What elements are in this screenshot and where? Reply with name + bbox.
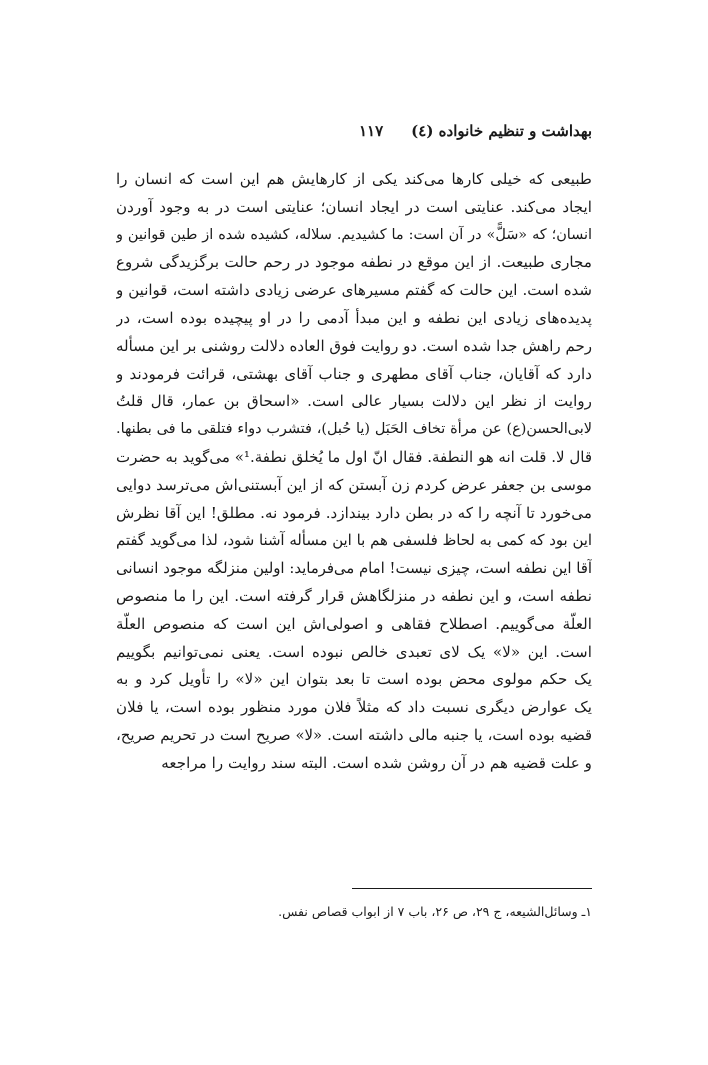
footnote-divider [352, 888, 592, 889]
text-line: یک عوارض دیگری نسبت داد که مثلاً فلان مورد منظور بوده است، یا فلان [116, 698, 592, 717]
text-line: لابی‌الحسن(ع) عن مرأة تخاف الحَبَل (یا حُبل)، فتشرب دواء فتلقی ما فی بطنها. [116, 421, 592, 438]
running-header-title: بهداشت و تنظیم خانواده (٤) [411, 122, 592, 140]
text-line: نطفه است، و این نطفه در منزلگاهش قرار گرفته است. این را ما منصوص [116, 586, 592, 605]
text-line: قال لا. قلت انه هو النطفة. فقال انّ اول ما یُخلق نطفة.¹» می‌گوید به حضرت [116, 447, 592, 466]
text-line: شده است. این حالت که گفتم مسیرهای عرضی زیادی داشته است، قوانین و [116, 281, 592, 300]
text-line: العلّة می‌گوییم. اصطلاح فقاهی و اصولی‌اش این است که منصوص العلّة [116, 614, 592, 633]
text-line: این بود که کمی به لحاظ فلسفی هم با این مسأله آشنا شود، لذا می‌گوید گفتم [116, 532, 592, 550]
text-line: قضیه بوده است، یا جنبه مالی داشته است. «لا» صریح است در تحریم صریح، [116, 726, 592, 744]
text-line: و علت قضیه هم در آن روشن شده است. البته سند روایت را مراجعه [161, 753, 592, 772]
body-text [116, 166, 592, 778]
text-line: مجاری طبیعت. از این موقع در نطفه موجود در رحم حالت برگزیدگی شروع [116, 253, 592, 272]
text-line: طبیعی که خیلی کارها می‌کند یکی از کارهایش هم این است که انسان را [116, 170, 592, 188]
text-line: پدیده‌های زیادی این نطفه و این مبدأ آدمی را در او پیچیده بوده است، در [116, 308, 592, 327]
text-line: آقا این نطفه است، چیزی نیست! امام می‌فرماید: اولین منزلگه موجود انسانی [116, 560, 592, 578]
text-line: رحم راهش جدا شده است. دو روایت فوق العاده دلالت روشنی بر این مسأله [116, 336, 592, 355]
footnote: ۱ـ وسائل‌الشیعه، ج ۲۹، ص ۲۶، باب ۷ از ابواب قصاص نفس. [278, 904, 592, 919]
text-line: است. این «لا» یک لای تعبدی خالص نبوده است. یعنی نمی‌توانیم بگوییم [116, 642, 592, 661]
text-line: انسان؛ که «سَلًّ» در آن است: ما کشیدیم. سلاله، کشیده شده از طین قوانین و [116, 226, 592, 243]
text-line: روایت از نظر این دلالت بسیار عالی است. «اسحاق بن عمار، قال قلتُ [116, 392, 592, 411]
text-line: یک حکم مولوی محض بوده است تا بعد بتوان این «لا» را تأویل کرد و به [116, 670, 592, 689]
text-line: دارد که آقایان، جناب آقای مطهری و جناب آقای بهشتی، قرائت فرمودند و [116, 364, 592, 383]
text-line: ایجاد می‌کند. عنایتی است در ایجاد انسان؛ عنایتی است در به وجود آوردن [116, 197, 592, 216]
page-number: ۱۱۷ [359, 122, 384, 140]
text-line: موسی بن جعفر عرض کردم زن آبستن که از این آبستنی‌اش می‌ترسد دوایی [116, 475, 592, 494]
running-header [116, 118, 592, 144]
text-line: می‌خورد تا آنچه را که در بطن دارد بیندازد. فرمود نه. مطلق! این آقا نظرش [116, 503, 592, 522]
